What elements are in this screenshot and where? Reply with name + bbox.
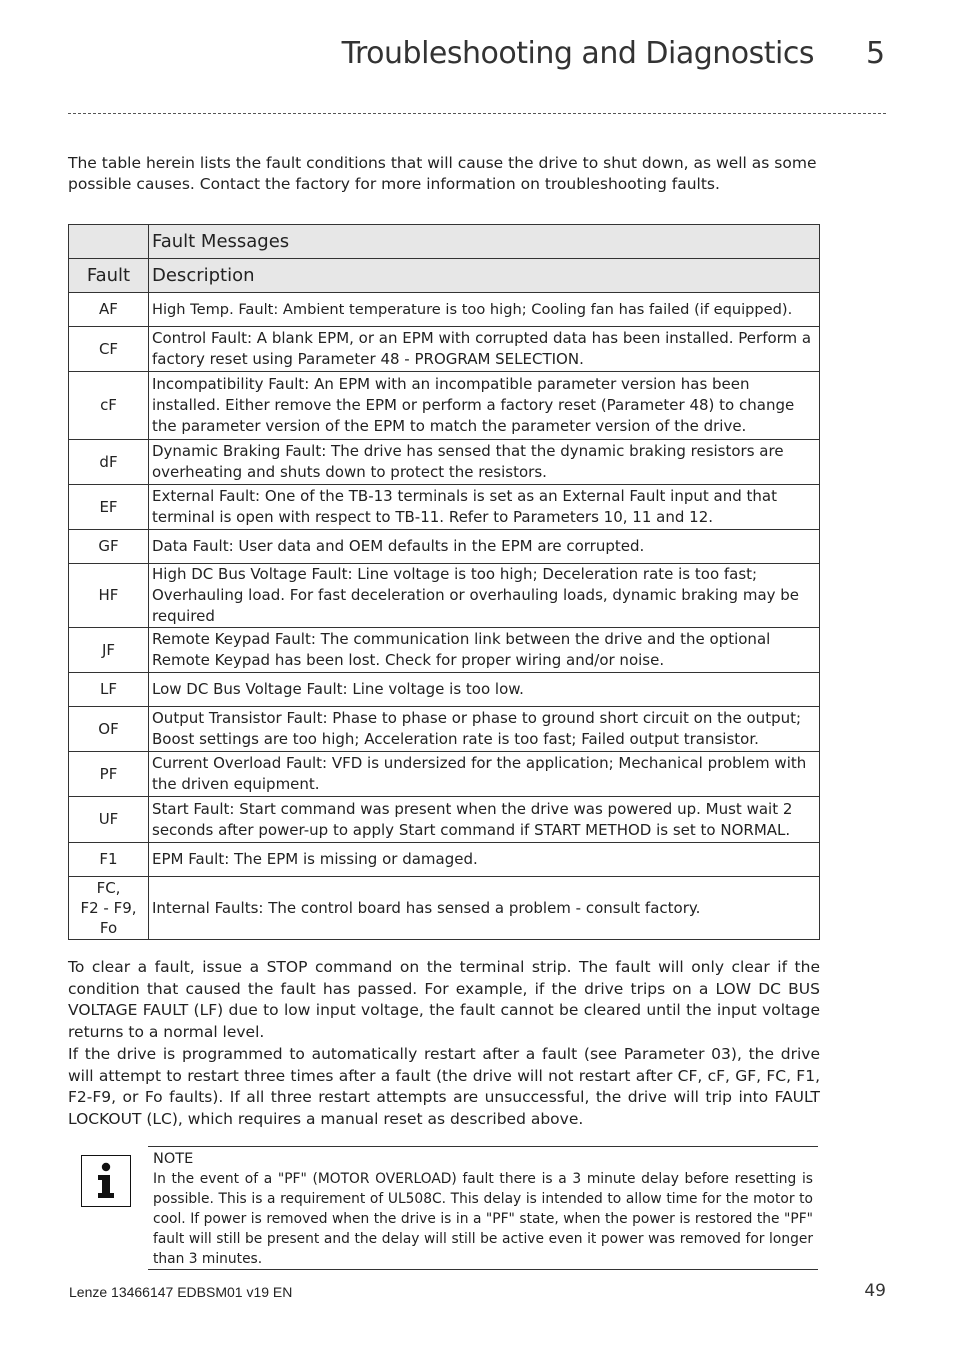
fault-code: GF <box>69 530 149 564</box>
chapter-number: 5 <box>866 36 886 71</box>
header-divider <box>68 113 886 114</box>
fault-description: High Temp. Fault: Ambient temperature is too high; Cooling fan has failed (if equipped). <box>149 293 820 327</box>
table-row <box>69 797 820 843</box>
fault-description: Remote Keypad Fault: The communication link between the drive and the optional Remote Keypad has been lost. Check for proper wiring and/or noise. <box>149 628 820 673</box>
fault-code-line: F2 - F9, <box>80 899 137 917</box>
table-row <box>69 372 820 440</box>
fault-description: Control Fault: A blank EPM, or an EPM with corrupted data has been installed. Perform a factory reset using Parameter 48 - PROGRAM SELECTION. <box>149 327 820 372</box>
fault-description: EPM Fault: The EPM is missing or damaged. <box>149 843 820 877</box>
document-id: Lenze 13466147 EDBSM01 v19 EN <box>69 1284 293 1300</box>
fault-code: CF <box>69 327 149 372</box>
page-title: Troubleshooting and Diagnostics <box>341 36 814 71</box>
fault-description: Start Fault: Start command was present when the drive was powered up. Must wait 2 seconds after power-up to apply Start command if START METHOD is set to NORMAL. <box>149 797 820 843</box>
fault-code: UF <box>69 797 149 843</box>
note-title: NOTE <box>153 1151 194 1167</box>
table-group-header-row <box>69 225 820 259</box>
fault-description: Data Fault: User data and OEM defaults in the EPM are corrupted. <box>149 530 820 564</box>
table-row <box>69 327 820 372</box>
page-number: 49 <box>864 1281 886 1301</box>
table-column-header-row <box>69 259 820 293</box>
fault-description: Output Transistor Fault: Phase to phase or phase to ground short circuit on the output; Boost settings are too high; Acceleration rate is too fast; Failed output transistor. <box>149 707 820 752</box>
info-icon <box>81 1155 131 1207</box>
fault-table <box>68 224 820 940</box>
table-row <box>69 752 820 797</box>
intro-paragraph: The table herein lists the fault conditions that will cause the drive to shut down, as well as some possible causes. Contact the factory for more information on troubleshooting faults. <box>68 154 817 193</box>
table-row <box>69 293 820 327</box>
fault-code-line: Fo <box>99 919 118 937</box>
description-column-header: Description <box>149 259 820 293</box>
fault-code: JF <box>69 628 149 673</box>
auto-restart-paragraph: If the drive is programmed to automatically restart after a fault (see Parameter 03), the drive will attempt to restart three times after a fault (the drive will not restart after CF, cF, GF, FC, F1, F2-F9, or Fo faults). If all three restart attempts are unsuccessful, the drive will trip into FAULT LOCKOUT (LC), which requires a manual reset as described above. <box>68 1045 820 1128</box>
fault-code: OF <box>69 707 149 752</box>
table-row <box>69 440 820 485</box>
fault-code: dF <box>69 440 149 485</box>
table-row <box>69 673 820 707</box>
header-empty-cell <box>69 225 149 259</box>
note-top-rule <box>148 1146 818 1147</box>
note-body: In the event of a "PF" (MOTOR OVERLOAD) fault there is a 3 minute delay before resetting is possible. This is a requirement of UL508C. This delay is intended to allow time for the motor to cool. If power is removed when the drive is in a "PF" state, when the power is restored the "PF" fault will still be present and the delay will still be active even it power was removed for longer than 3 minutes. <box>153 1171 813 1267</box>
fault-description: High DC Bus Voltage Fault: Line voltage is too high; Deceleration rate is too fast; Overhauling load. For fast deceleration or overhauling loads, dynamic braking may be required <box>149 564 820 628</box>
fault-column-header: Fault <box>69 259 149 293</box>
note-bottom-rule <box>148 1269 818 1270</box>
fault-description: Low DC Bus Voltage Fault: Line voltage is too low. <box>149 673 820 707</box>
fault-messages-header: Fault Messages <box>149 225 820 259</box>
fault-code <box>69 877 149 940</box>
table-row <box>69 628 820 673</box>
table-row <box>69 707 820 752</box>
clear-fault-paragraph: To clear a fault, issue a STOP command on the terminal strip. The fault will only clear if the condition that caused the fault has passed. For example, if the drive trips on a LOW DC BUS VOLTAGE FAULT (LF) due to low input voltage, the fault cannot be cleared until the input voltage returns to a normal level. <box>68 958 820 1041</box>
fault-description: Incompatibility Fault: An EPM with an incompatible parameter version has been installed. Either remove the EPM or perform a factory reset (Parameter 48) to change the parameter version of the EPM to match the parameter version of the drive. <box>149 372 820 440</box>
table-row <box>69 530 820 564</box>
table-row <box>69 843 820 877</box>
fault-code: cF <box>69 372 149 440</box>
fault-code-line: FC, <box>96 879 121 897</box>
fault-code: EF <box>69 485 149 530</box>
fault-code: HF <box>69 564 149 628</box>
fault-description: Dynamic Braking Fault: The drive has sensed that the dynamic braking resistors are overheating and shuts down to protect the resistors. <box>149 440 820 485</box>
fault-description: External Fault: One of the TB-13 terminals is set as an External Fault input and that terminal is open with respect to TB-11. Refer to Parameters 10, 11 and 12. <box>149 485 820 530</box>
fault-code: F1 <box>69 843 149 877</box>
fault-code: LF <box>69 673 149 707</box>
fault-description: Current Overload Fault: VFD is undersized for the application; Mechanical problem with the driven equipment. <box>149 752 820 797</box>
table-row <box>69 485 820 530</box>
fault-code: PF <box>69 752 149 797</box>
fault-description: Internal Faults: The control board has sensed a problem - consult factory. <box>149 877 820 940</box>
table-row <box>69 877 820 940</box>
table-row <box>69 564 820 628</box>
fault-code: AF <box>69 293 149 327</box>
